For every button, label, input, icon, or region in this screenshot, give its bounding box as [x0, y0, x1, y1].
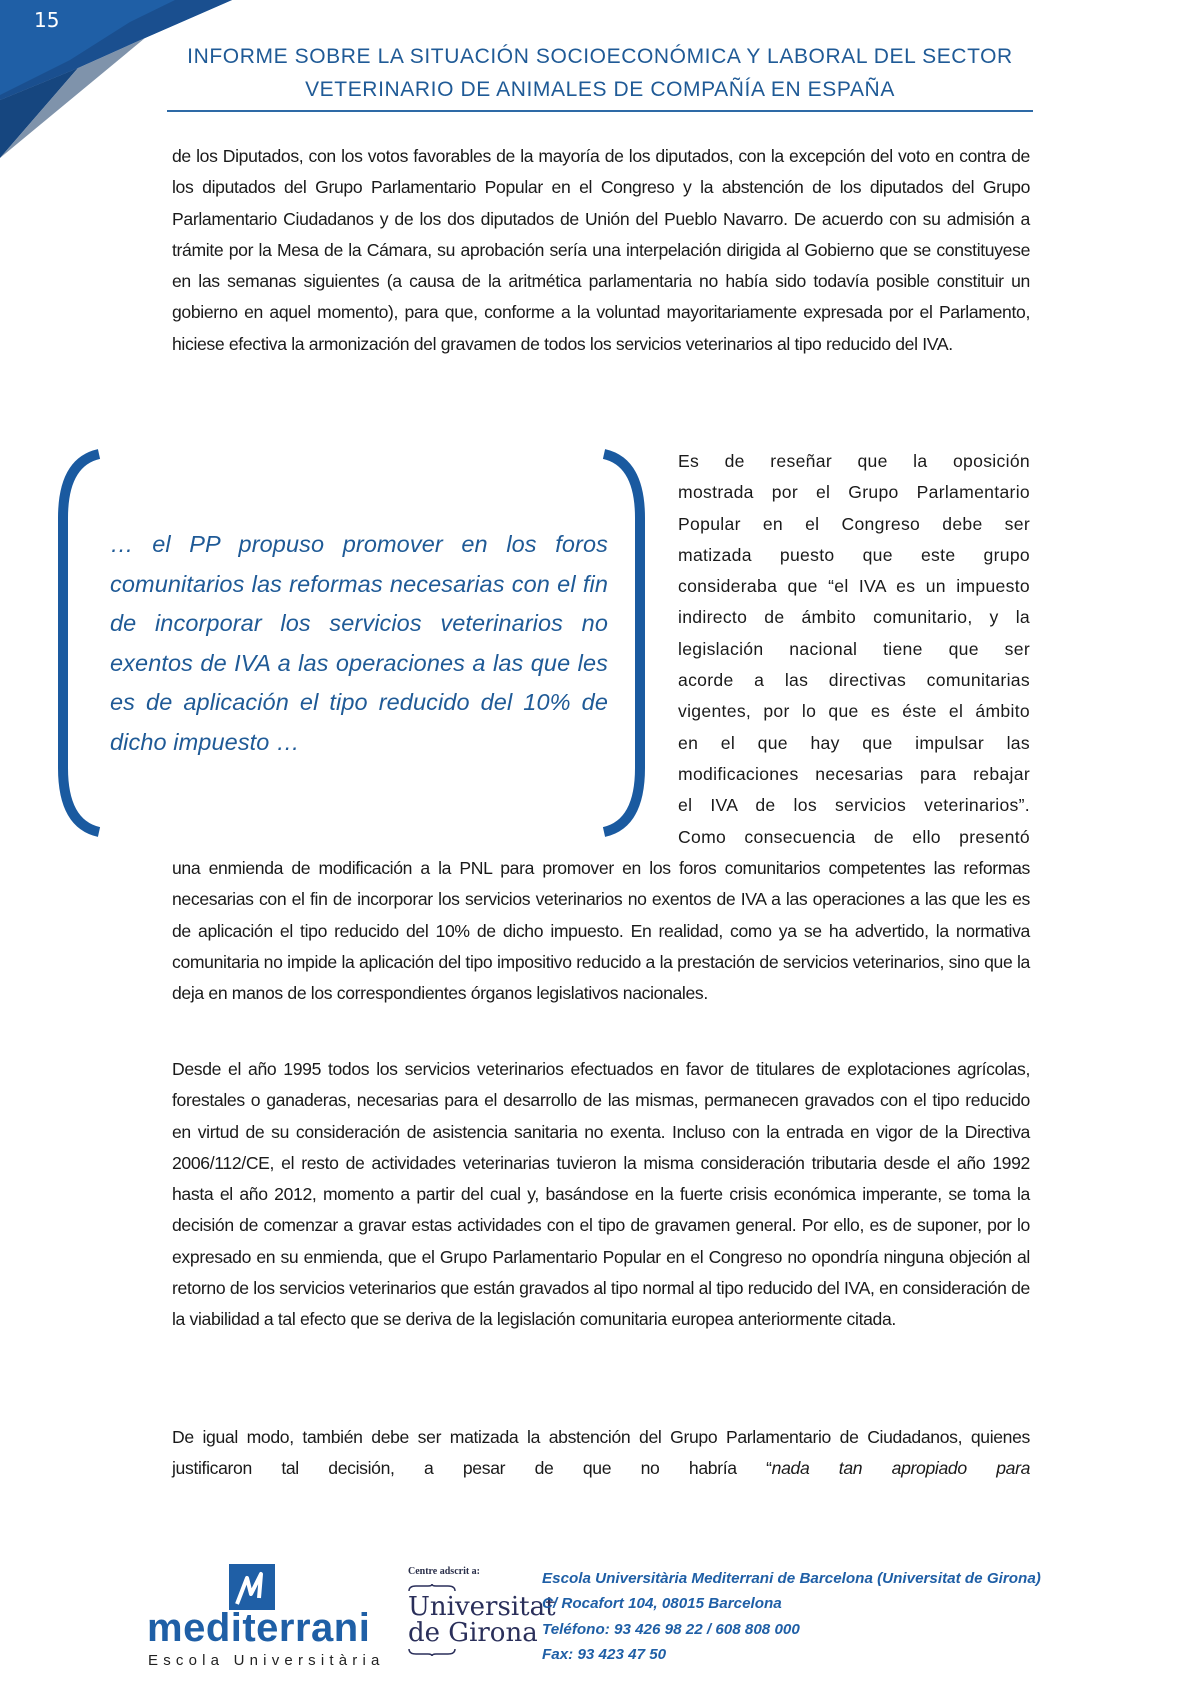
mediterrani-logo-icon [229, 1564, 275, 1610]
wrapped-line: el IVA de los servicios veterinarios”. [678, 795, 1030, 816]
wrapped-line: vigentes, por lo que es éste el ámbito [678, 701, 1030, 722]
paragraph-4-text: De igual modo, también debe ser matizada la abstención del Grupo Parlamentario de Ciudadanos, quienes justificaron tal decisión, a pesar de que no habría “ [172, 1427, 1030, 1479]
wrapped-line: Como consecuencia de ello presentó [678, 826, 1030, 847]
wrapped-line: indirecto de ámbito comunitario, y la [678, 607, 1030, 628]
header-title-line1: INFORME SOBRE LA SITUACIÓN SOCIOECONÓMICA Y LABORAL DEL SECTOR [187, 45, 1013, 68]
document-header [170, 40, 1030, 106]
contact-address: C/ Rocafort 104, 08015 Barcelona [542, 1595, 782, 1613]
contact-info [542, 1566, 1041, 1667]
universitat-de-girona-logo [408, 1594, 556, 1646]
udg-top-brace-icon [408, 1584, 456, 1592]
header-title-line2: VETERINARIO DE ANIMALES DE COMPAÑÍA EN ESPAÑA [305, 78, 895, 101]
wrapped-line: Popular en el Congreso debe ser [678, 513, 1030, 534]
udg-line2: de Girona [408, 1618, 538, 1648]
wrapped-line: mostrada por el Grupo Parlamentario [678, 482, 1030, 503]
wrapped-line: matizada puesto que este grupo [678, 544, 1030, 565]
contact-institution: Escola Universitària Mediterrani de Barcelona (Universitat de Girona) [542, 1570, 1041, 1587]
header-divider [167, 110, 1033, 112]
body-paragraph-2-continuation: una enmienda de modificación a la PNL para promover en los foros comunitarios competentes las reformas necesarias con el fin de incorporar los servicios veterinarios no exentos de IVA a las operaciones a las que les es de aplicación el tipo reducido del 10% de dicho impuesto. En realidad, como ya se ha advertido, la normativa comunitaria no impide la aplicación del tipo impositivo reducido a la prestación de servicios veterinarios, sino que la deja en manos de los correspondientes órganos legislativos nacionales. [172, 858, 1030, 1004]
mediterrani-logo-subtitle: Escola Universitària [148, 1652, 385, 1669]
wrapped-line: legislación nacional tiene que ser [678, 638, 1030, 659]
udg-line1: Universitat [408, 1592, 556, 1622]
page-number: 15 [34, 8, 60, 32]
wrapped-line: en el que hay que impulsar las [678, 732, 1030, 753]
contact-phone: Teléfono: 93 426 98 22 / 608 808 000 [542, 1620, 800, 1638]
body-paragraph-2-wrapped [678, 446, 1030, 853]
left-bracket-icon [53, 448, 113, 838]
wrapped-line: acorde a las directivas comunitarias [678, 670, 1030, 691]
udg-bottom-brace-icon [408, 1648, 456, 1656]
body-paragraph-4 [172, 1422, 1030, 1485]
wrapped-line: modificaciones necesarias para rebajar [678, 763, 1030, 784]
wrapped-line: Es de reseñar que la oposición [678, 451, 1030, 471]
mediterrani-logo-text: mediterrani [147, 1606, 371, 1650]
wrapped-line: consideraba que “el IVA es un impuesto [678, 576, 1030, 597]
body-paragraph-3: Desde el año 1995 todos los servicios veterinarios efectuados en favor de titulares de explotaciones agrícolas, forestales o ganaderas, necesarias para el desarrollo de las mismas, permanecen gravados con el tipo reducido en virtud de su consideración de asistencia sanitaria no exenta. Incluso con la entrada en vigor de la Directiva 2006/112/CE, el resto de actividades veterinarias tuvieron la misma consideración tributaria desde el año 1992 hasta el año 2012, momento a partir del cual y, basándose en la fuerte crisis económica imperante, se toma la decisión de comenzar a gravar estas actividades con el tipo de gravamen general. Por ello, es de suponer, por lo expresado en su enmienda, que el Grupo Parlamentario Popular en el Congreso no opondría ninguna objeción al retorno de los servicios veterinarios que están gravados al tipo normal al tipo reducido del IVA, en consideración de la viabilidad a tal efecto que se deriva de la legislación comunitaria europea anteriormente citada. [172, 1059, 1030, 1330]
pull-quote: … el PP propuso promover en los foros comunitarios las reformas necesarias con el fin de incorporar los servicios veterinarios no exentos de IVA a las operaciones a las que les es de aplicación el tipo reducido del 10% de dicho impuesto … [110, 531, 608, 755]
paragraph-4-italic-quote: nada tan apropiado para [771, 1458, 1031, 1479]
centre-adscrit-label: Centre adscrit a: [408, 1566, 481, 1577]
body-paragraph-1: de los Diputados, con los votos favorables de la mayoría de los diputados, con la excepción del voto en contra de los diputados del Grupo Parlamentario Popular en el Congreso y la abstención de los diputados del Grupo Parlamentario Ciudadanos y de los dos diputados de Unión del Pueblo Navarro. De acuerdo con su admisión a trámite por la Mesa de la Cámara, su aprobación sería una interpelación dirigida al Gobierno que se constituyese en las semanas siguientes (a causa de la aritmética parlamentaria no había sido todavía posible constituir un gobierno en aquel momento), para que, conforme a la voluntad mayoritariamente expresada por el Parlamento, hiciese efectiva la armonización del gravamen de todos los servicios veterinarios al tipo reducido del IVA. [172, 146, 1030, 354]
contact-fax: Fax: 93 423 47 50 [542, 1645, 667, 1663]
